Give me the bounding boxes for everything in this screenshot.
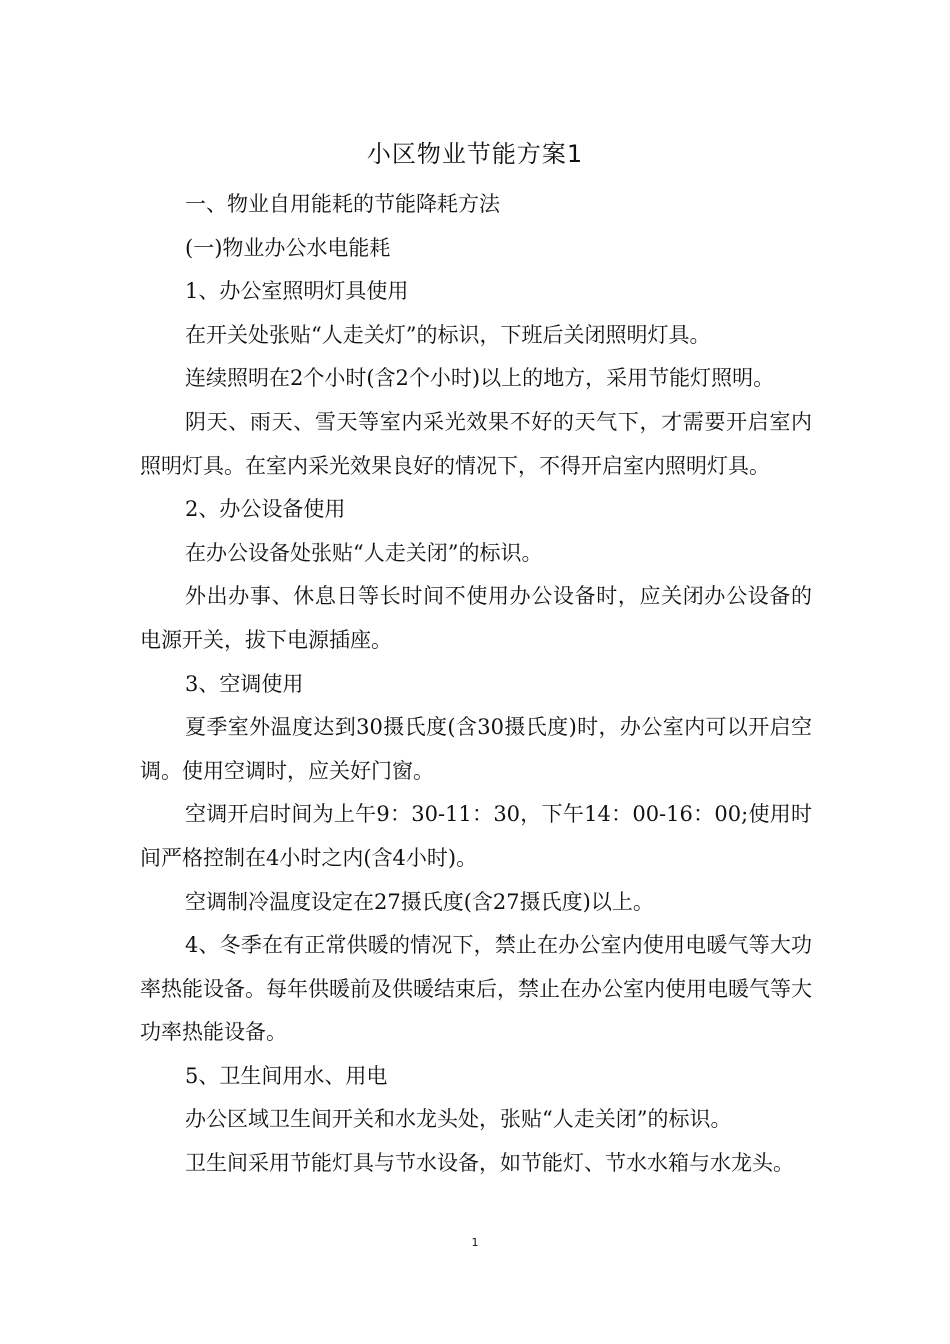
paragraph-item-heading: 2、办公设备使用 [185, 497, 346, 522]
paragraph: 在开关处张贴“人走关灯”的标识，下班后关闭照明灯具。 [185, 322, 711, 347]
paragraph: 卫生间采用节能灯具与节水设备，如节能灯、节水水箱与水龙头。 [185, 1151, 794, 1176]
paragraph: 阴天、雨天、雪天等室内采光效果不好的天气下，才需要开启室内照明灯具。在室内采光效果良好的情况下，不得开启室内照明灯具。 [140, 409, 812, 478]
paragraph: 夏季室外温度达到30摄氏度(含30摄氏度)时，办公室内可以开启空调。使用空调时，应关好门窗。 [140, 715, 812, 783]
page-number: 1 [471, 1236, 479, 1249]
paragraph: 连续照明在2个小时(含2个小时)以上的地方，采用节能灯照明。 [185, 366, 775, 391]
document-title: 小区物业节能方案1 [366, 140, 584, 168]
paragraph-item-heading: 3、空调使用 [185, 671, 304, 696]
paragraph: 在办公设备处张贴“人走关闭”的标识。 [185, 540, 543, 565]
paragraph-item-heading: 1、办公室照明灯具使用 [185, 279, 409, 304]
paragraph: 外出办事、休息日等长时间不使用办公设备时，应关闭办公设备的电源开关，拔下电源插座。 [140, 584, 812, 652]
paragraph-item-heading: 5、卫生间用水、用电 [185, 1063, 388, 1088]
paragraph-section-heading: 一、物业自用能耗的节能降耗方法 [185, 192, 500, 216]
paragraph: 空调开启时间为上午9：30-11：30，下午14：00-16：00;使用时间严格控制在4小时之内(含4小时)。 [140, 802, 812, 870]
document-body [140, 183, 812, 1186]
paragraph-subsection-heading: (一)物业办公水电能耗 [185, 235, 391, 260]
paragraph: 办公区域卫生间开关和水龙头处，张贴“人走关闭”的标识。 [185, 1107, 732, 1132]
paragraph: 4、冬季在有正常供暖的情况下，禁止在办公室内使用电暖气等大功率热能设备。每年供暖前及供暖结束后，禁止在办公室内使用电暖气等大功率热能设备。 [140, 933, 812, 1045]
paragraph: 空调制冷温度设定在27摄氏度(含27摄氏度)以上。 [185, 889, 654, 914]
